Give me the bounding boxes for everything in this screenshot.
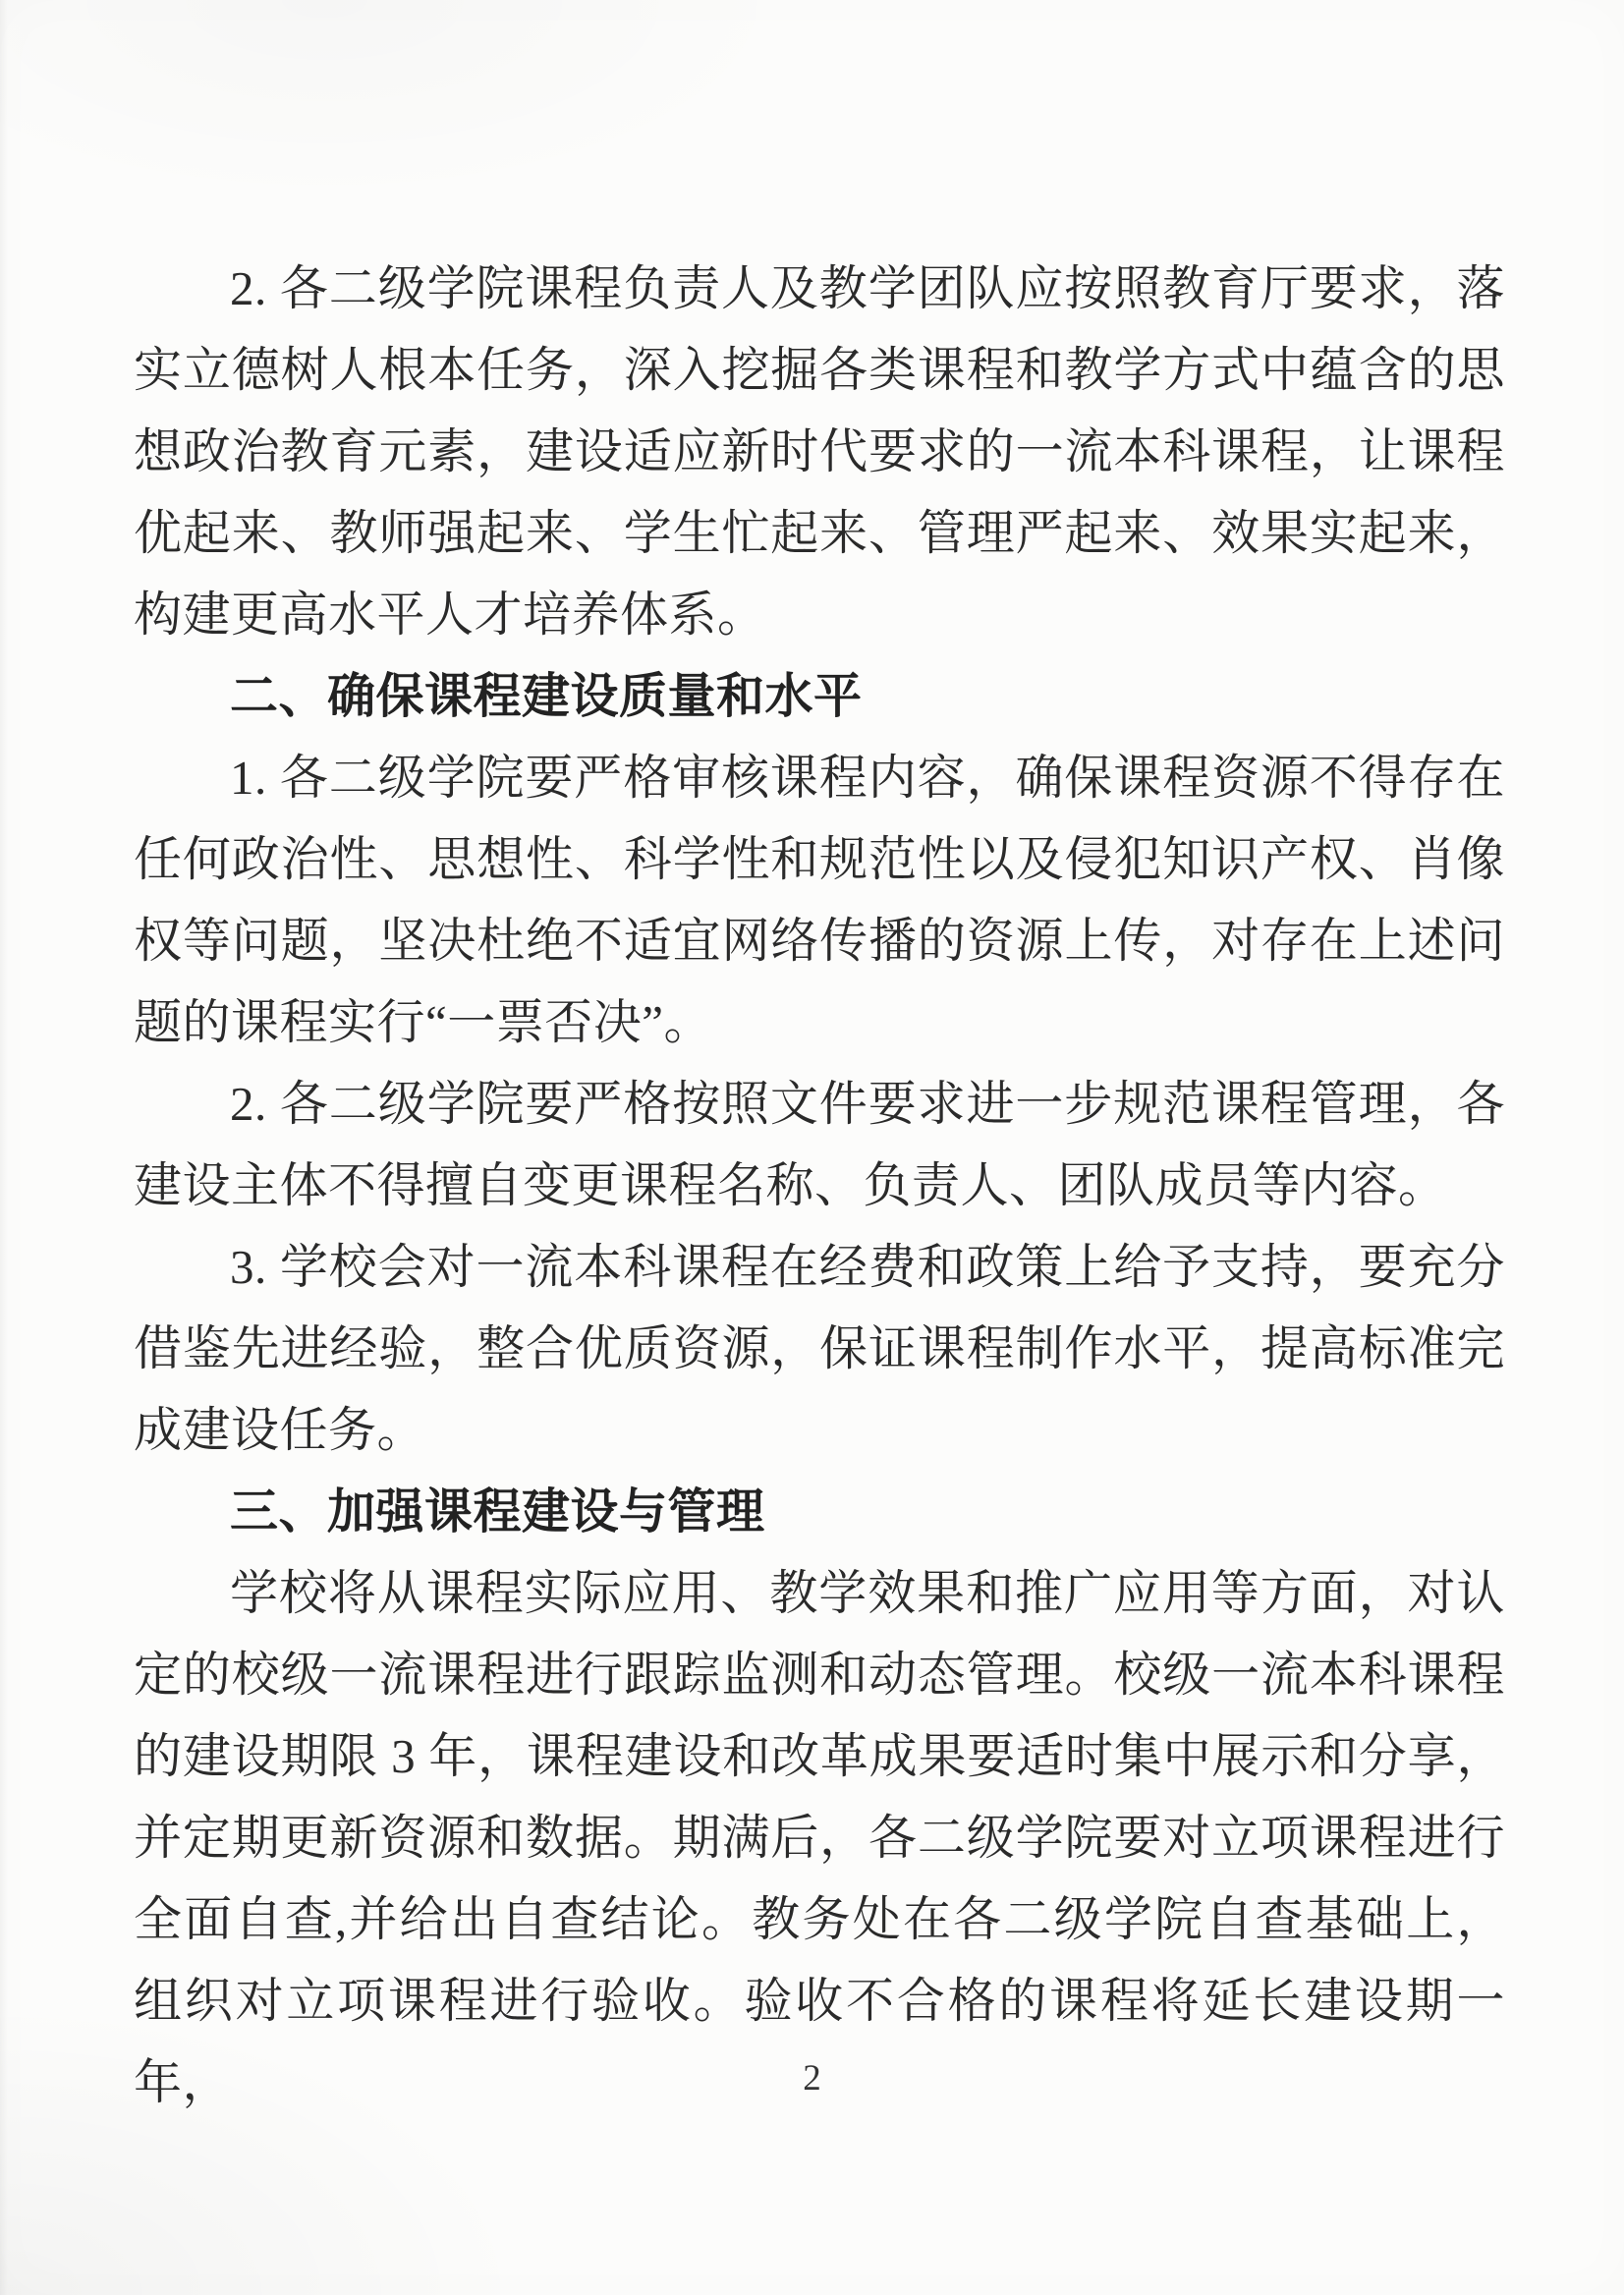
document-body: [134, 248, 1505, 2123]
paragraph-tracking-acceptance: 学校将从课程实际应用、教学效果和推广应用等方面，对认定的校级一流课程进行跟踪监测和动态管理。校级一流本科课程的建设期限 3 年，课程建设和改革成果要适时集中展示和分享，并定期更新资源和数据。期满后，各二级学院要对立项课程进行全面自查,并给出自查结论。教务处在各二级学院自查基础上，组织对立项课程进行验收。验收不合格的课程将延长建设期一年，: [134, 1566, 1505, 2109]
paragraph-funding-support: 3. 学校会对一流本科课程在经费和政策上给予支持，要充分借鉴先进经验，整合优质资源，保证课程制作水平，提高标准完成建设任务。: [134, 1240, 1505, 1457]
paragraph-thought-politics: 2. 各二级学院课程负责人及教学团队应按照教育厅要求，落实立德树人根本任务，深入挖掘各类课程和教学方式中蕴含的思想政治教育元素，建设适应新时代要求的一流本科课程，让课程优起来、教师强起来、学生忙起来、管理严起来、效果实起来，构建更高水平人才培养体系。: [134, 261, 1505, 642]
paragraph-content-review: 1. 各二级学院要严格审核课程内容，确保课程资源不得存在任何政治性、思想性、科学性和规范性以及侵犯知识产权、肖像权等问题，坚决杜绝不适宜网络传播的资源上传，对存在上述问题的课程实行“一票否决”。: [134, 751, 1505, 1049]
section-heading-3-management: 三、加强课程建设与管理: [230, 1484, 765, 1539]
paragraph-management-rules: 2. 各二级学院要严格按照文件要求进一步规范课程管理，各建设主体不得擅自变更课程名称、负责人、团队成员等内容。: [134, 1077, 1505, 1212]
page-number: 2: [803, 2058, 821, 2099]
section-heading-2-quality: 二、确保课程建设质量和水平: [230, 669, 863, 723]
